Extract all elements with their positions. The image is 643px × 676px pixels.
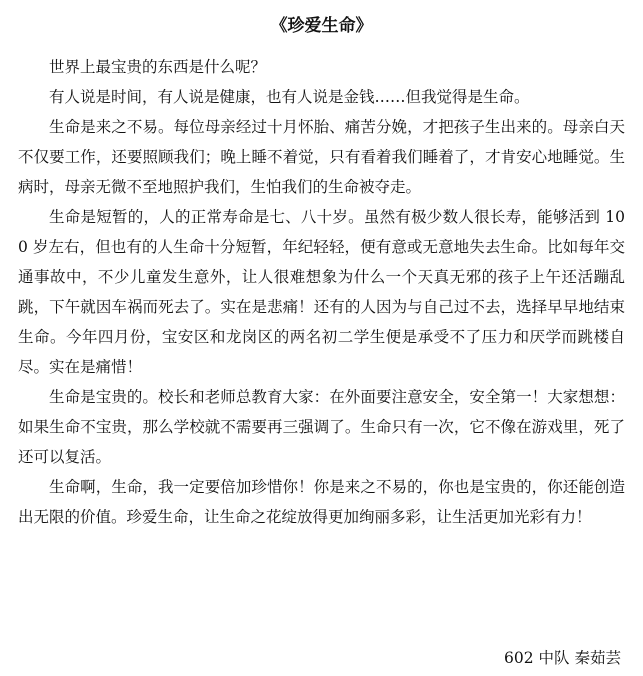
paragraph-question: 世界上最宝贵的东西是什么呢？ [49,58,267,76]
essay-title: 《珍爱生命》 [270,16,373,36]
paragraph-hard-won: 生命是来之不易。每位母亲经过十月怀胎、痛苦分娩，才把孩子生出来的。母亲白天不仅要工作，还要照顾我们；晚上睡不着觉，只有看着我们睡着了，才肯安心地睡觉。生病时，母亲无微不至地照护我们，生怕我们的生命被夺走。 [18,118,625,196]
paragraph-short-life: 生命是短暂的，人的正常寿命是七、八十岁。虽然有极少数人很长寿，能够活到 100 岁左右，但也有的人生命十分短暂，年纪轻轻，便有意或无意地失去生命。比如每年交通事故中，不少儿童发生意外，让人很难想象为什么一个天真无邪的孩子上午还活蹦乱跳，下午就因车祸而死去了。实在是悲痛！还有的人因为与自己过不去，选择早早地结束生命。今年四月份，宝安区和龙岗区的两名初二学生便是承受不了压力和厌学而跳楼自尽。实在是痛惜！ [18,208,625,376]
paragraph-conclusion: 生命啊，生命，我一定要倍加珍惜你！你是来之不易的，你也是宝贵的，你还能创造出无限的价值。珍爱生命，让生命之花绽放得更加绚丽多彩，让生活更加光彩有力！ [18,478,625,526]
paragraph-opinion: 有人说是时间，有人说是健康，也有人说是金钱……但我觉得是生命。 [49,88,530,106]
paragraph-precious: 生命是宝贵的。校长和老师总教育大家：在外面要注意安全，安全第一！大家想想：如果生命不宝贵，那么学校就不需要再三强调了。生命只有一次，它不像在游戏里，死了还可以复活。 [18,388,625,466]
author-signature: 602 中队 秦茹芸 [504,649,621,667]
